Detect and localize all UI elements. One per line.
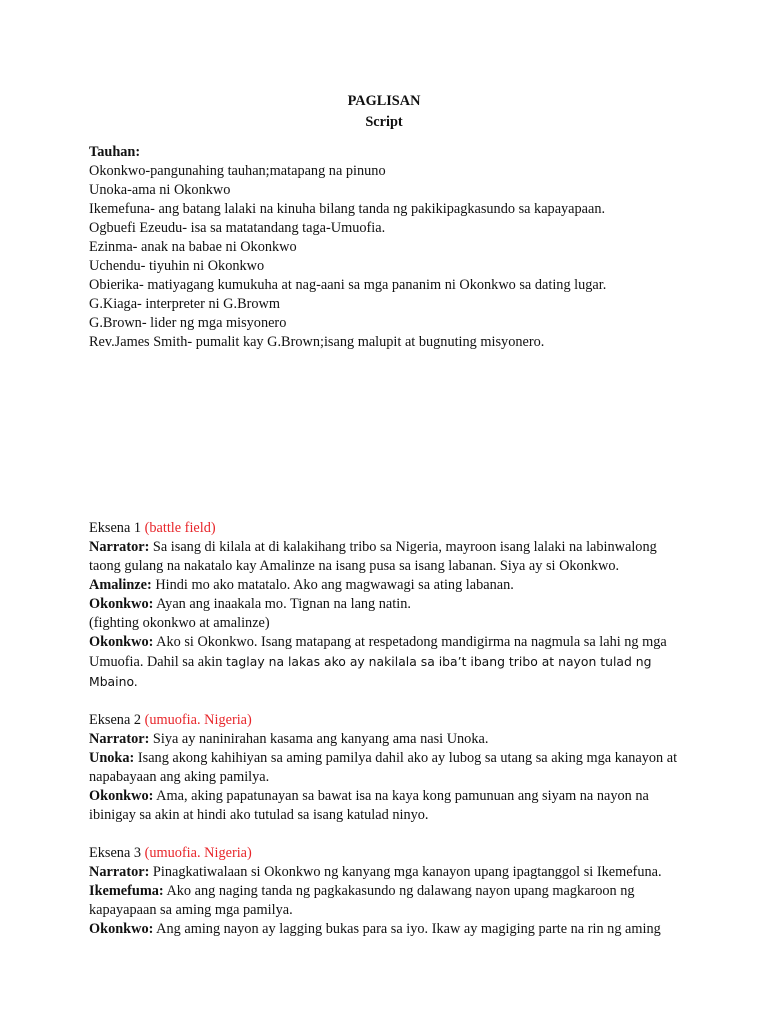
cast-heading: Tauhan: <box>89 144 141 160</box>
cast-item: Ikemefuna- ang batang lalaki na kinuha bilang tanda ng pakikipagkasundo sa kapayapaan. <box>89 201 606 217</box>
dialogue-line <box>89 576 689 595</box>
speaker-name: Okonkwo: <box>89 788 154 804</box>
dialogue-text: Ako ang naging tanda ng pagkakasundo ng dalawang nayon upang magkaroon ng kapayapaan sa aming mga pamilya. <box>89 883 635 918</box>
dialogue-text: Isang akong kahihiyan sa aming pamilya dahil ako ay lubog sa utang sa aking mga kanayon at napabayaan ang aking pamilya. <box>89 750 678 785</box>
cast-item: Okonkwo-pangunahing tauhan;matapang na pinuno <box>89 163 386 179</box>
scene-label: Eksena 3 <box>89 845 142 861</box>
document-subtitle: Script <box>365 114 403 130</box>
cast-item: Rev.James Smith- pumalit kay G.Brown;isang malupit at bugnuting misyonero. <box>89 334 545 350</box>
speaker-name: Okonkwo: <box>89 921 154 937</box>
dialogue-line <box>89 538 689 576</box>
scene-label: Eksena 1 <box>89 520 142 536</box>
scene-heading <box>89 711 689 730</box>
speaker-name: Narrator: <box>89 539 150 555</box>
dialogue-line <box>89 882 689 920</box>
cast-item: Ogbuefi Ezeudu- isa sa matatandang taga-Umuofia. <box>89 220 386 236</box>
dialogue-text: Hindi mo ako matatalo. Ako ang magwawagi sa ating labanan. <box>155 577 514 593</box>
dialogue-line <box>89 863 689 882</box>
speaker-name: Okonkwo: <box>89 596 154 612</box>
document-title: PAGLISAN <box>347 93 421 109</box>
dialogue-line <box>89 730 689 749</box>
scene-heading <box>89 519 689 538</box>
cast-list <box>89 143 689 352</box>
scene-setting: (umuofia. Nigeria) <box>144 712 252 728</box>
cast-item: Unoka-ama ni Okonkwo <box>89 182 231 198</box>
title-block <box>0 91 768 133</box>
cast-item: G.Brown- lider ng mga misyonero <box>89 315 287 331</box>
cast-item: Obierika- matiyagang kumukuha at nag-aani sa mga pananim ni Okonkwo sa dating lugar. <box>89 277 607 293</box>
cast-item: Uchendu- tiyuhin ni Okonkwo <box>89 258 265 274</box>
stage-direction <box>89 614 689 633</box>
cast-item: G.Kiaga- interpreter ni G.Browm <box>89 296 280 312</box>
dialogue-line <box>89 749 689 787</box>
speaker-name: Narrator: <box>89 864 150 880</box>
speaker-name: Ikemefuma: <box>89 883 164 899</box>
scene-1 <box>89 519 689 692</box>
dialogue-text: Ang aming nayon ay lagging bukas para sa iyo. Ikaw ay magiging parte na rin ng aming <box>156 921 661 937</box>
dialogue-line <box>89 787 689 825</box>
scene-3 <box>89 844 689 939</box>
speaker-name: Unoka: <box>89 750 135 766</box>
speaker-name: Narrator: <box>89 731 150 747</box>
dialogue-text: Siya ay naninirahan kasama ang kanyang ama nasi Unoka. <box>152 731 489 747</box>
speaker-name: Okonkwo: <box>89 634 154 650</box>
cast-item: Ezinma- anak na babae ni Okonkwo <box>89 239 297 255</box>
scene-setting: (battle field) <box>144 520 216 536</box>
scene-2 <box>89 711 689 825</box>
scene-setting: (umuofia. Nigeria) <box>144 845 252 861</box>
scene-heading <box>89 844 689 863</box>
dialogue-line <box>89 633 689 692</box>
dialogue-text: Ayan ang inaakala mo. Tignan na lang natin. <box>156 596 411 612</box>
dialogue-text: Ako si Okonkwo. Isang matapang at respetadong mandigirma na nagmula sa lahi ng mga Umuofia. Dahil sa akin <box>89 634 667 670</box>
dialogue-line <box>89 595 689 614</box>
stage-direction-text: (fighting okonkwo at amalinze) <box>89 615 270 631</box>
scene-label: Eksena 2 <box>89 712 142 728</box>
dialogue-text: Ama, aking papatunayan sa bawat isa na kaya kong pamunuan ang siyam na nayon na ibinigay sa akin at hindi ako tutulad sa isang katulad ninyo. <box>89 788 649 823</box>
dialogue-text: Pinagkatiwalaan si Okonkwo ng kanyang mga kanayon upang ipagtanggol si Ikemefuna. <box>152 864 662 880</box>
speaker-name: Amalinze: <box>89 577 152 593</box>
dialogue-line <box>89 920 689 939</box>
dialogue-text: Sa isang di kilala at di kalakihang tribo sa Nigeria, mayroon isang lalaki na labinwalong taong gulang na nakatalo kay Amalinze na isang pusa sa isang labanan. Siya ay si Okonkwo. <box>89 539 657 574</box>
dialogue-text-continued: taglay na lakas ako ay nakilala sa iba’t ibang tribo at nayon tulad ng Mbaino. <box>89 654 652 689</box>
scenes <box>89 519 689 958</box>
